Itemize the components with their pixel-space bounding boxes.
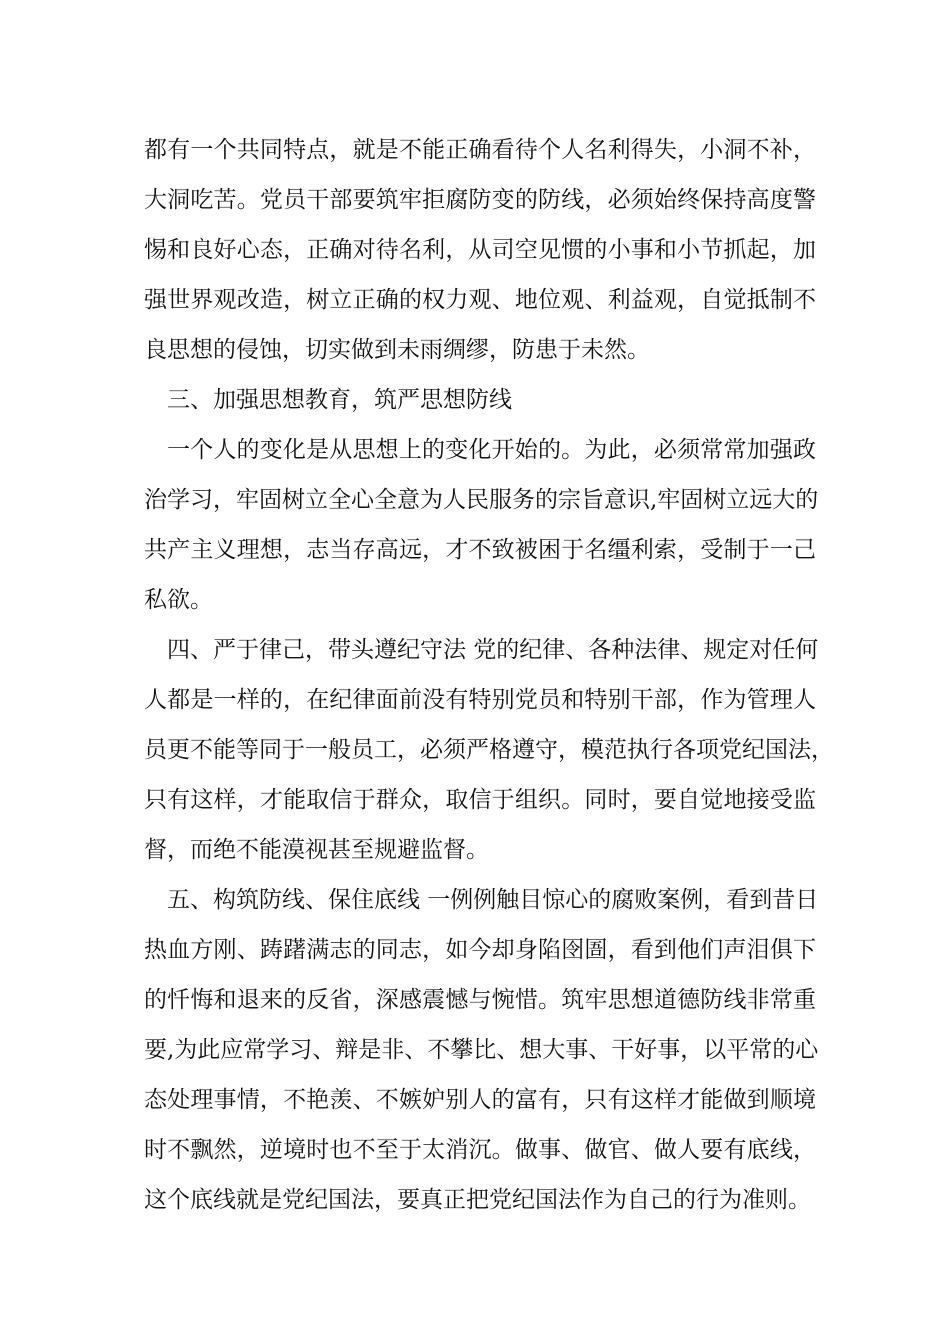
section-heading-three: 三、加强思想教育，筑严思想防线 <box>167 387 512 413</box>
section-paragraph-five: 五、构筑防线、保住底线 一例例触目惊心的腐败案例，看到昔日 <box>167 887 819 913</box>
body-text-line: 强世界观改造，树立正确的权力观、地位观、利益观，自觉抵制不 <box>144 287 816 313</box>
body-text-line: 热血方刚、踌躇满志的同志，如今却身陷囹圄，看到他们声泪俱下 <box>144 937 816 963</box>
body-text-line: 大洞吃苦。党员干部要筑牢拒腐防变的防线，必须始终保持高度警 <box>144 187 816 213</box>
body-text-line: 只有这样，才能取信于群众，取信于组织。同时，要自觉地接受监 <box>144 787 816 813</box>
body-text-line: 人都是一样的，在纪律面前没有特别党员和特别干部，作为管理人 <box>144 687 816 713</box>
body-text-line: 一个人的变化是从思想上的变化开始的。为此，必须常常加强政 <box>167 437 816 463</box>
body-text-line: 时不飘然，逆境时也不至于太消沉。做事、做官、做人要有底线， <box>144 1137 816 1163</box>
body-text-line: 员更不能等同于一般员工，必须严格遵守，模范执行各项党纪国法， <box>144 737 834 763</box>
body-text-line: 要,为此应常学习、辩是非、不攀比、想大事、干好事，以平常的心 <box>144 1037 819 1063</box>
body-text-line: 这个底线就是党纪国法，要真正把党纪国法作为自己的行为准则。 <box>144 1187 811 1213</box>
body-text-line: 惕和良好心态，正确对待名利，从司空见惯的小事和小节抓起，加 <box>144 237 816 263</box>
body-text-line: 都有一个共同特点，就是不能正确看待个人名利得失，小洞不补， <box>144 137 816 163</box>
section-paragraph-four: 四、严于律己，带头遵纪守法 党的纪律、各种法律、规定对任何 <box>167 637 819 663</box>
body-text-line: 私欲。 <box>144 587 213 613</box>
body-text-line: 治学习，牢固树立全心全意为人民服务的宗旨意识,牢固树立远大的 <box>144 487 819 513</box>
body-text-line: 态处理事情，不艳羡、不嫉妒别人的富有，只有这样才能做到顺境 <box>144 1087 816 1113</box>
body-text-line: 良思想的侵蚀，切实做到未雨绸缪，防患于未然。 <box>144 337 650 363</box>
body-text-line: 共产主义理想，志当存高远，才不致被困于名缰利索，受制于一己 <box>144 537 816 563</box>
body-text-line: 督，而绝不能漠视甚至规避监督。 <box>144 837 489 863</box>
body-text-line: 的忏悔和退来的反省，深感震憾与惋惜。筑牢思想道德防线非常重 <box>144 987 816 1013</box>
